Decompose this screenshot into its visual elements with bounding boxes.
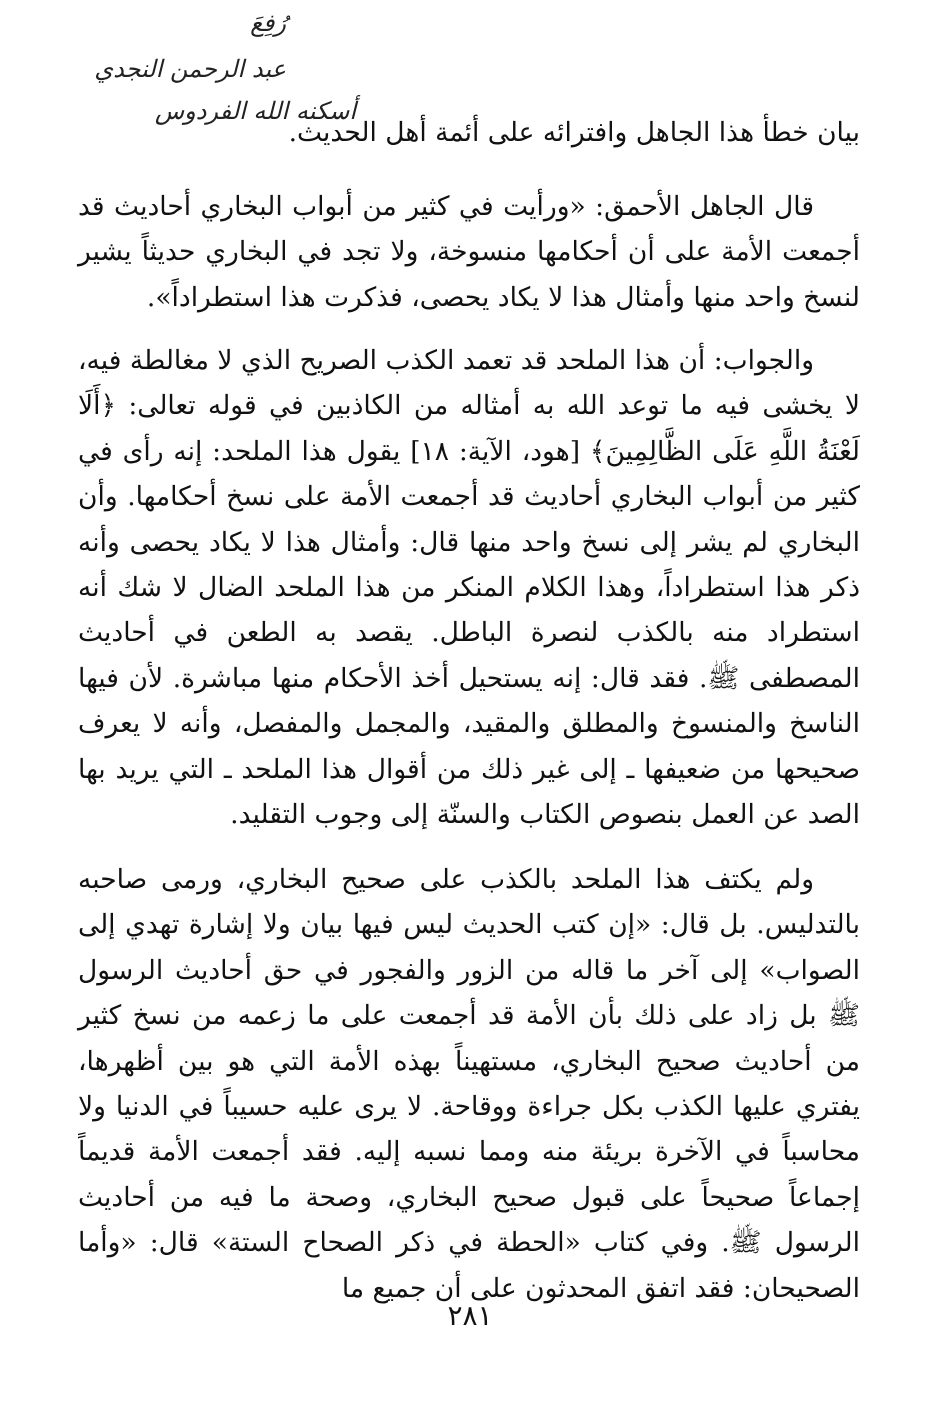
page-number: ٢٨١ [447,1299,493,1332]
paragraph-1-text: قال الجاهل الأحمق: «ورأيت في كثير من أبواب البخاري أحاديث قد أجمعت الأمة على أن أحكامها منسوخة، ولا تجد في البخاري حديثاً يشير لنسخ واحد منها وأمثال هذا لا يكاد يحصى، فذكرت هذا استطراداً». [78,191,860,313]
paragraph-3 [78,857,860,1311]
paragraph-2 [78,338,860,837]
stamp-line-2: عبد الرحمن النجدي [94,55,286,83]
heading-text: بيان خطأ هذا الجاهل وافترائه على أئمة أهل الحديث. [288,117,860,148]
paragraph-2-text: والجواب: أن هذا الملحد قد تعمد الكذب الصريح الذي لا مغالطة فيه، لا يخشى فيه ما توعد الله به أمثاله من الكاذبين في قوله تعالى: ﴿أَلَا لَعْنَةُ اللَّهِ عَلَى الظَّالِمِينَ﴾ [هود، الآية: ١٨] يقول هذا الملحد: إنه رأى في كثير من أبواب البخاري أحاديث قد أجمعت الأمة على نسخ أحكامها. وأن البخاري لم يشر إلى نسخ واحد منها قال: وأمثال هذا لا يكاد يحصى وأنه ذكر هذا استطراداً، وهذا الكلام المنكر من هذا الملحد الضال لا شك أنه استطراد منه بالكذب لنصرة الباطل. يقصد به الطعن في أحاديث المصطفى ﷺ. فقد قال: إنه يستحيل أخذ الأحكام منها مباشرة. لأن فيها الناسخ والمنسوخ والمطلق والمقيد، والمجمل والمفصل، وأنه لا يعرف صحيحها من ضعيفها ـ إلى غير ذلك من أقوال هذا الملحد ـ التي يريد بها الصد عن العمل بنصوص الكتاب والسنّة إلى وجوب التقليد. [78,345,860,831]
heading-line [78,110,860,155]
paragraph-1 [78,184,860,320]
stamp-line-1: رُفِعَ [250,9,286,37]
paragraph-3-text: ولم يكتف هذا الملحد بالكذب على صحيح البخاري، ورمى صاحبه بالتدليس. بل قال: «إن كتب الحديث ليس فيها بيان ولا إشارة تهدي إلى الصواب» إلى آخر ما قاله من الزور والفجور في حق أحاديث الرسول ﷺ بل زاد على ذلك بأن الأمة قد أجمعت على ما زعمه من نسخ كثير من أحاديث صحيح البخاري، مستهيناً بهذه الأمة التي هو بين أظهرها، يفتري عليها الكذب بكل جراءة ووقاحة. لا يرى عليه حسيباً في الدنيا ولا محاسباً في الآخرة بريئة منه ومما نسبه إليه. فقد أجمعت الأمة قديماً إجماعاً صحيحاً على قبول صحيح البخاري، وصحة ما فيه من أحاديث الرسول ﷺ. وفي كتاب «الحطة في ذكر الصحاح الستة» قال: «وأما الصحيحان: فقد اتفق المحدثون على أن جميع ما [78,864,860,1304]
stamp-line-3: أسكنه الله الفردوس [154,97,356,125]
